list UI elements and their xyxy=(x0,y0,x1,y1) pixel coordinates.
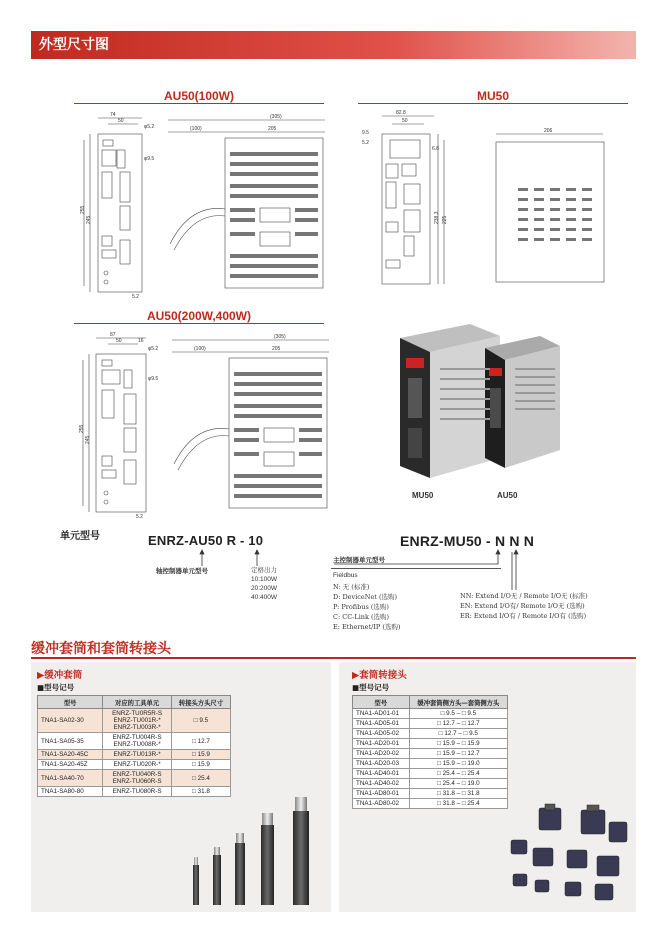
cell-size: □ 15.9 xyxy=(171,760,230,770)
cell-model: TNA1-SA02-30 xyxy=(38,709,103,733)
cell-model: TNA1-SA40-70 xyxy=(38,770,103,787)
table-row xyxy=(353,709,508,719)
cell-size: □ 31.8 xyxy=(171,787,230,797)
cell-model: TNA1-AD80-01 xyxy=(353,789,410,799)
au50-100w-side-drawing xyxy=(160,114,330,299)
cell-size: □ 25.4 – □ 19.0 xyxy=(409,779,507,789)
cell-model: TNA1-AD40-01 xyxy=(353,769,410,779)
svg-text:φ9.5: φ9.5 xyxy=(144,156,155,162)
svg-text:(305): (305) xyxy=(270,114,282,120)
table-row xyxy=(353,729,508,739)
mu-io-nn: NN: Extend I/O无 / Remote I/O无 (标准) xyxy=(460,592,588,600)
svg-text:9.5: 9.5 xyxy=(362,130,369,136)
cell-tools: ENRZ-TU020R-* xyxy=(103,760,172,770)
svg-text:φ5.2: φ5.2 xyxy=(144,124,155,130)
svg-text:5.2: 5.2 xyxy=(136,514,143,520)
cell-model: TNA1-AD80-02 xyxy=(353,799,410,809)
socket-adapter-subtitle: ■型号记号 xyxy=(352,683,390,692)
socket-adapter-photo xyxy=(505,800,633,908)
table-row xyxy=(353,789,508,799)
mu-io-en: EN: Extend I/O有/ Remote I/O无 (选购) xyxy=(460,602,585,610)
table-row xyxy=(353,779,508,789)
au50-100w-front-drawing xyxy=(80,110,160,300)
cell-size: □ 31.8 – □ 31.8 xyxy=(409,789,507,799)
col-adapter-size: 转接头方头尺寸 xyxy=(171,696,230,709)
svg-text:16: 16 xyxy=(138,338,144,344)
col-model: 型号 xyxy=(353,696,410,709)
cell-size: □ 31.8 – □ 25.4 xyxy=(409,799,507,809)
section2-rule xyxy=(31,657,636,659)
au-rated-2: 20:200W xyxy=(251,585,278,592)
cell-size: □ 15.9 – □ 15.9 xyxy=(409,739,507,749)
cell-size: □ 25.4 xyxy=(171,770,230,787)
socket-adapter-table xyxy=(352,695,508,809)
mu-model-code: ENRZ-MU50 - N N N xyxy=(400,533,535,549)
buffer-socket-title: ▶缓冲套筒 xyxy=(37,670,83,681)
mu-fieldbus-d: D: DeviceNet (选购) xyxy=(333,593,398,601)
svg-text:206: 206 xyxy=(544,128,553,134)
cell-tools: ENRZ-TU0R5R-S ENRZ-TU001R-* ENRZ-TU003R-* xyxy=(103,709,172,733)
svg-text:87: 87 xyxy=(110,332,116,338)
au50-200-400w-front-drawing xyxy=(80,330,164,520)
cell-model: TNA1-AD20-02 xyxy=(353,749,410,759)
cell-size: □ 15.9 – □ 19.0 xyxy=(409,759,507,769)
mu50-rule xyxy=(358,103,628,104)
table-row xyxy=(38,770,231,787)
cell-size: □ 9.5 – □ 9.5 xyxy=(409,709,507,719)
cell-model: TNA1-AD05-01 xyxy=(353,719,410,729)
cell-tools: ENRZ-TU013R-* xyxy=(103,750,172,760)
svg-text:φ5.2: φ5.2 xyxy=(148,346,159,352)
table-row xyxy=(353,749,508,759)
photo-label-mu50: MU50 xyxy=(412,491,434,500)
mu50-front-drawing xyxy=(362,110,452,300)
mu50-title: MU50 xyxy=(476,89,509,103)
svg-text:50: 50 xyxy=(118,118,124,124)
svg-text:255: 255 xyxy=(80,205,86,214)
table-row xyxy=(353,799,508,809)
svg-text:74: 74 xyxy=(110,112,116,118)
cell-model: TNA1-SA20-45Z xyxy=(38,760,103,770)
mu-fieldbus-e: E: Ethernet/IP (选购) xyxy=(333,623,401,631)
cell-tools: ENRZ-TU040R-S ENRZ-TU060R-S xyxy=(103,770,172,787)
table-row xyxy=(38,760,231,770)
au-model-code: ENRZ-AU50 R - 10 xyxy=(148,533,264,548)
table-row xyxy=(38,709,231,733)
svg-text:255: 255 xyxy=(79,424,85,433)
cell-size: □ 25.4 – □ 25.4 xyxy=(409,769,507,779)
mu-main-label: 主控制器单元型号 xyxy=(333,556,385,564)
col-model: 型号 xyxy=(38,696,103,709)
table-row xyxy=(38,733,231,750)
cell-tools: ENRZ-TU080R-S xyxy=(103,787,172,797)
svg-text:50: 50 xyxy=(116,338,122,344)
cell-size: □ 15.9 xyxy=(171,750,230,760)
cell-model: TNA1-SA80-80 xyxy=(38,787,103,797)
page-banner: 外型尺寸图 xyxy=(31,31,636,59)
svg-text:225: 225 xyxy=(442,215,448,224)
col-square-size: 缓冲套筒侧方头—套筒侧方头 xyxy=(409,696,507,709)
svg-text:5.2: 5.2 xyxy=(132,294,139,300)
mu-io-er: ER: Extend I/O有 / Remote I/O有 (选购) xyxy=(460,612,587,620)
buffer-socket-table xyxy=(37,695,231,797)
cell-size: □ 12.7 – □ 12.7 xyxy=(409,719,507,729)
photo-label-au50: AU50 xyxy=(497,491,518,500)
svg-text:205: 205 xyxy=(272,346,281,352)
table-row xyxy=(38,750,231,760)
product-photo xyxy=(390,318,590,488)
cell-size: □ 12.7 – □ 9.5 xyxy=(409,729,507,739)
mu-fieldbus-label: Fieldbus xyxy=(333,572,358,579)
au50-200-400w-side-drawing xyxy=(164,334,334,519)
svg-text:φ9.5: φ9.5 xyxy=(148,376,159,382)
au-rated-1: 10:100W xyxy=(251,576,278,583)
cell-size: □ 12.7 xyxy=(171,733,230,750)
section2-title: 缓冲套筒和套筒转接头 xyxy=(31,641,171,657)
cell-model: TNA1-AD20-03 xyxy=(353,759,410,769)
au50-200-400w-title: AU50(200W,400W) xyxy=(146,309,252,323)
svg-text:238.3: 238.3 xyxy=(434,211,440,224)
table-row xyxy=(353,759,508,769)
au50-100w-title: AU50(100W) xyxy=(163,89,235,103)
table-row xyxy=(353,719,508,729)
mu-fieldbus-c: C: CC-Link (选购) xyxy=(333,613,390,621)
au-rated-title: 定格出力 xyxy=(251,567,277,574)
table-row xyxy=(353,769,508,779)
svg-text:245: 245 xyxy=(86,215,92,224)
cell-size: □ 9.5 xyxy=(171,709,230,733)
mu-fieldbus-rule xyxy=(331,568,501,569)
svg-text:82.8: 82.8 xyxy=(396,110,406,116)
mu-fieldbus-p: P: Profibus (选购) xyxy=(333,603,389,611)
model-label: 单元型号 xyxy=(60,531,100,542)
cell-model: TNA1-AD40-02 xyxy=(353,779,410,789)
svg-text:6.8: 6.8 xyxy=(432,146,439,152)
cell-model: TNA1-SA05-35 xyxy=(38,733,103,750)
cell-model: TNA1-SA20-45C xyxy=(38,750,103,760)
mu50-side-drawing xyxy=(488,128,618,293)
cell-model: TNA1-AD05-02 xyxy=(353,729,410,739)
au50-100w-rule xyxy=(74,103,324,104)
au-rated-3: 40:400W xyxy=(251,594,278,601)
svg-text:50: 50 xyxy=(402,118,408,124)
cell-size: □ 15.9 – □ 12.7 xyxy=(409,749,507,759)
buffer-socket-photo xyxy=(185,795,325,907)
mu-fieldbus-n: N: 无 (标准) xyxy=(333,583,370,591)
svg-text:(305): (305) xyxy=(274,334,286,340)
svg-text:205: 205 xyxy=(268,126,277,132)
svg-text:(100): (100) xyxy=(190,126,202,132)
buffer-socket-subtitle: ■型号记号 xyxy=(37,683,75,692)
au-axis-label: 轴控制器单元型号 xyxy=(156,567,208,575)
svg-text:5.2: 5.2 xyxy=(362,140,369,146)
socket-adapter-title: ▶套筒转接头 xyxy=(352,670,407,681)
table-row xyxy=(353,739,508,749)
cell-model: TNA1-AD20-01 xyxy=(353,739,410,749)
cell-tools: ENRZ-TU004R-S ENRZ-TU008R-* xyxy=(103,733,172,750)
svg-text:245: 245 xyxy=(85,435,91,444)
svg-text:(100): (100) xyxy=(194,346,206,352)
col-tool-unit: 对应的工具单元 xyxy=(103,696,172,709)
au50-200-400w-rule xyxy=(74,323,324,324)
cell-model: TNA1-AD01-01 xyxy=(353,709,410,719)
